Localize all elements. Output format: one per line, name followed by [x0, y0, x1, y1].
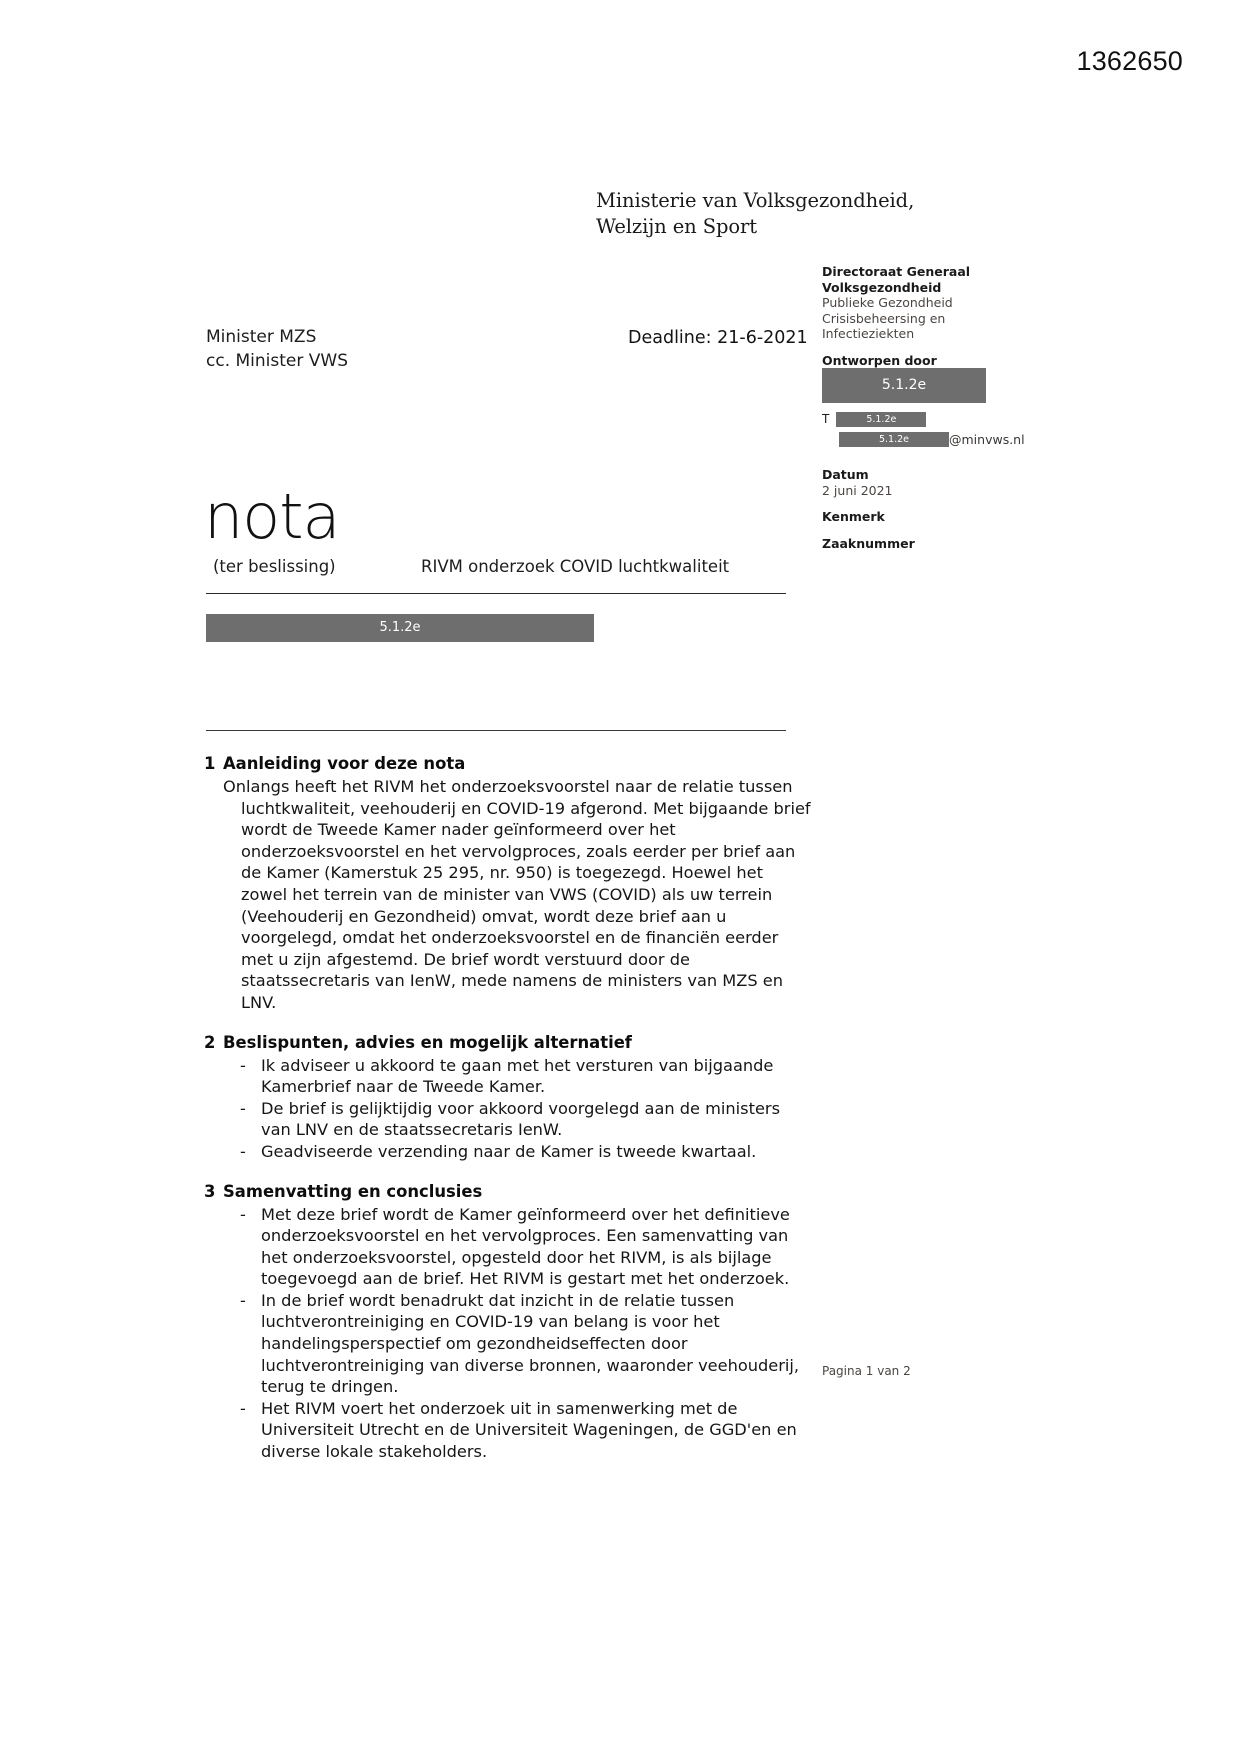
author-redaction-block: 5.1.2e — [822, 368, 986, 403]
metadata-sidebar — [822, 264, 1032, 551]
list-item-text: In de brief wordt benadrukt dat inzicht in de relatie tussen luchtverontreiniging en COVID-19 van belang is voor het handelingsperspectief om gezondheidseffecten door luchtverontreiniging van diverse bronnen, waaronder veehouderij, terug te dringen. — [261, 1290, 800, 1397]
bullet-marker: - — [240, 1141, 246, 1161]
list-item — [240, 1204, 812, 1290]
ministry-wordmark — [596, 188, 914, 240]
date-value: 2 juni 2021 — [822, 482, 893, 498]
list-item — [240, 1398, 812, 1463]
phone-row — [822, 412, 1032, 428]
list-item-text: Met deze brief wordt de Kamer geïnformeerd over het definitieve onderzoeksvoorstel en het vervolgproces. Een samenvatting van het onderzoeksvoorstel, opgesteld door het RIVM, is als bijlage toegevoegd aan de brief. Het RIVM is gestart met het onderzoek. — [261, 1204, 790, 1289]
author-label: Ontworpen door — [822, 352, 937, 368]
bullet-marker: - — [240, 1398, 246, 1418]
list-item — [240, 1141, 812, 1163]
section-number: 1 — [204, 754, 216, 773]
email-row — [839, 432, 1032, 448]
section-number: 3 — [204, 1181, 216, 1201]
section-bullet-list — [240, 1055, 812, 1163]
deadline-label: Deadline: 21-6-2021 — [628, 328, 808, 348]
section-paragraph: Onlangs heeft het RIVM het onderzoeksvoorstel naar de relatie tussen luchtkwaliteit, veehouderij en COVID-19 afgerond. Met bijgaande brief wordt de Tweede Kamer nader geïnformeerd over het onderzoeksvoorstel en het vervolgproces, zoals eerder per brief aan de Kamer (Kamerstuk 25 295, nr. 950) is toegezegd. Hoewel het zowel het terrein van de minister van VWS (COVID) als uw terrein (Veehouderij en Gezondheid) omvat, wordt deze brief aan u voorgelegd, omdat het onderzoeksvoorstel en de financiën eerder met u zijn afgestemd. De brief wordt verstuurd door de staatssecretaris van IenW, mede namens de ministers van MZS en LNV. — [223, 777, 811, 1012]
section-title: Aanleiding voor deze nota — [223, 754, 466, 773]
page-footer: Pagina 1 van 2 — [822, 1364, 911, 1378]
bullet-marker: - — [240, 1098, 246, 1118]
list-item-text: Geadviseerde verzending naar de Kamer is tweede kwartaal. — [261, 1141, 757, 1161]
document-number: 1362650 — [1076, 46, 1183, 76]
unit-line-1: Publieke Gezondheid — [822, 295, 953, 310]
list-item-text: De brief is gelijktijdig voor akkoord voorgelegd aan de ministers van LNV en de staatssecretaris IenW. — [261, 1098, 781, 1140]
ministry-line-1: Ministerie van Volksgezondheid, — [596, 189, 915, 212]
section-bullet-list — [240, 1204, 812, 1463]
list-item — [240, 1290, 812, 1398]
bullet-marker: - — [240, 1290, 246, 1310]
unit-line-2: Crisisbeheersing en — [822, 310, 946, 326]
body-divider — [206, 730, 786, 731]
page-title: nota — [204, 480, 340, 553]
list-item — [240, 1098, 812, 1141]
section-3 — [204, 1180, 812, 1463]
title-redaction-block: 5.1.2e — [206, 614, 594, 642]
addressee-block — [206, 325, 348, 373]
email-domain: @minvws.nl — [949, 431, 1025, 447]
list-item-text: Ik adviseer u akkoord te gaan met het versturen van bijgaande Kamerbrief naar de Tweede Kamer. — [261, 1055, 774, 1097]
case-number-label: Zaaknummer — [822, 535, 915, 551]
phone-label: T — [822, 412, 830, 426]
directorate-line-2: Volksgezondheid — [822, 279, 942, 295]
bullet-marker: - — [240, 1204, 246, 1224]
section-heading — [204, 1031, 812, 1054]
section-title: Beslispunten, advies en mogelijk alternatief — [223, 1032, 632, 1052]
spacer — [822, 342, 1032, 353]
phone-redaction-block: 5.1.2e — [836, 412, 926, 427]
title-divider — [206, 593, 786, 594]
addressee-cc: cc. Minister VWS — [206, 351, 348, 371]
list-item-text: Het RIVM voert het onderzoek uit in samenwerking met de Universiteit Utrecht en de Universiteit Wageningen, de GGD'en en diverse lokale stakeholders. — [261, 1398, 797, 1462]
section-2 — [204, 1031, 812, 1163]
page-margin-left — [0, 0, 88, 1754]
email-redaction-block: 5.1.2e — [839, 432, 949, 447]
reference-label: Kenmerk — [822, 509, 885, 524]
section-1 — [204, 752, 812, 1014]
unit-line-3: Infectieziekten — [822, 326, 915, 341]
section-number: 2 — [204, 1032, 216, 1052]
ministry-line-2: Welzijn en Sport — [596, 215, 757, 238]
section-title: Samenvatting en conclusies — [223, 1181, 483, 1201]
addressee-primary: Minister MZS — [206, 327, 317, 347]
document-body — [204, 752, 812, 1480]
nota-kind: (ter beslissing) — [213, 557, 336, 576]
spacer — [822, 498, 1032, 509]
directorate-line-1: Directoraat Generaal — [822, 264, 971, 279]
spacer — [822, 525, 1032, 536]
section-heading — [204, 752, 812, 775]
list-item — [240, 1055, 812, 1098]
section-heading — [204, 1180, 812, 1203]
date-label: Datum — [822, 467, 869, 482]
bullet-marker: - — [240, 1055, 246, 1075]
spacer — [822, 447, 1032, 467]
nota-subject: RIVM onderzoek COVID luchtkwaliteit — [421, 557, 730, 576]
